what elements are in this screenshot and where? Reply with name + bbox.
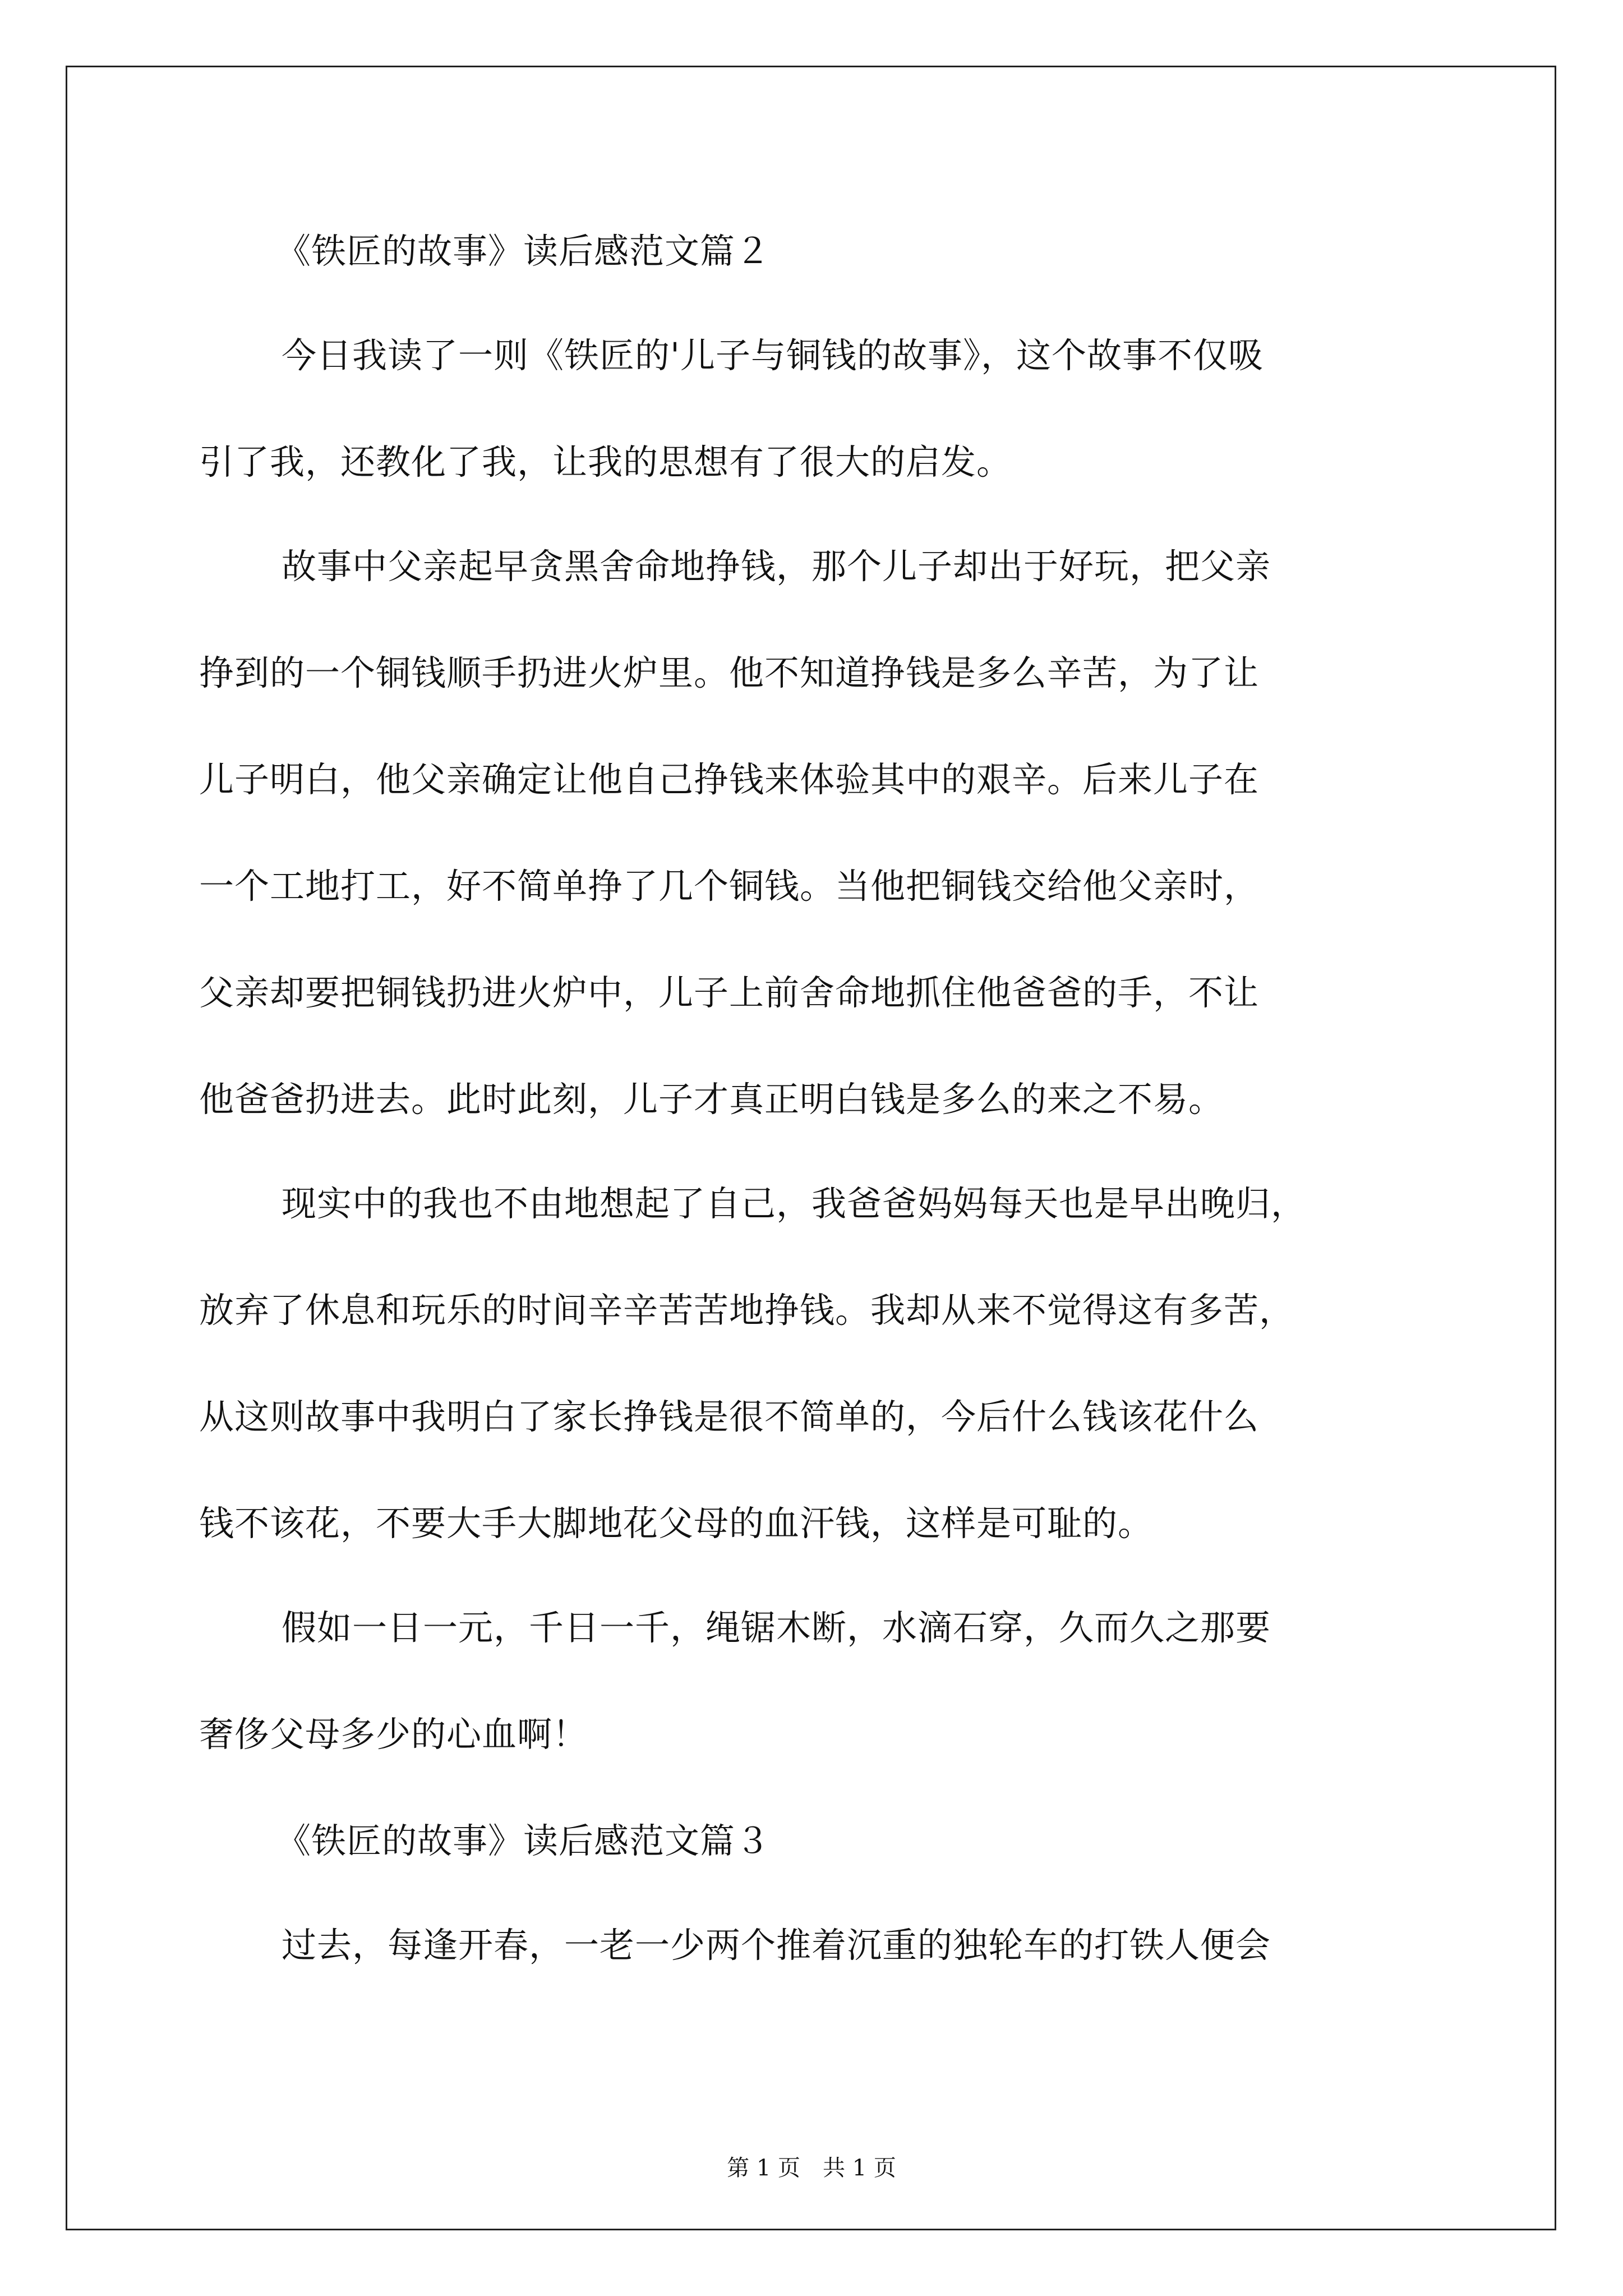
page-border (66, 66, 1556, 2230)
section-heading: 《铁匠的故事》读后感范文篇３ (276, 1820, 771, 1861)
paragraph-line: 钱不该花，不要大手大脚地花父母的血汗钱，这样是可耻的。 (199, 1503, 1154, 1544)
paragraph-line: 今日我读了一则《铁匠的'儿子与铜钱的故事》，这个故事不仅吸 (282, 335, 1264, 376)
paragraph-line: 放弃了休息和玩乐的时间辛辛苦苦地挣钱。我却从来不觉得这有多苦， (199, 1290, 1295, 1331)
section-heading: 《铁匠的故事》读后感范文篇２ (276, 231, 771, 272)
paragraph-line: 一个工地打工，好不简单挣了几个铜钱。当他把铜钱交给他父亲时， (199, 866, 1260, 907)
page-number-footer: 第 1 页 共 1 页 (727, 2155, 896, 2181)
paragraph-line: 奢侈父母多少的心血啊！ (199, 1714, 588, 1755)
paragraph-line: 引了我，还教化了我，让我的思想有了很大的启发。 (199, 441, 1012, 482)
paragraph-line: 假如一日一元，千日一千，绳锯木断，水滴石穿，久而久之那要 (282, 1607, 1271, 1648)
paragraph-line: 故事中父亲起早贪黑舍命地挣钱，那个儿子却出于好玩，把父亲 (282, 546, 1271, 587)
paragraph-line: 父亲却要把铜钱扔进火炉中，儿子上前舍命地抓住他爸爸的手，不让 (199, 972, 1260, 1013)
paragraph-line: 挣到的一个铜钱顺手扔进火炉里。他不知道挣钱是多么辛苦，为了让 (199, 652, 1260, 693)
paragraph-line: 从这则故事中我明白了家长挣钱是很不简单的，今后什么钱该花什么 (199, 1396, 1260, 1437)
paragraph-line: 儿子明白，他父亲确定让他自己挣钱来体验其中的艰辛。后来儿子在 (199, 759, 1260, 800)
paragraph-line: 他爸爸扔进去。此时此刻，儿子才真正明白钱是多么的来之不易。 (199, 1079, 1224, 1120)
paragraph-line: 过去，每逢开春，一老一少两个推着沉重的独轮车的打铁人便会 (282, 1925, 1271, 1966)
paragraph-line: 现实中的我也不由地想起了自己，我爸爸妈妈每天也是早出晚归， (282, 1183, 1307, 1224)
